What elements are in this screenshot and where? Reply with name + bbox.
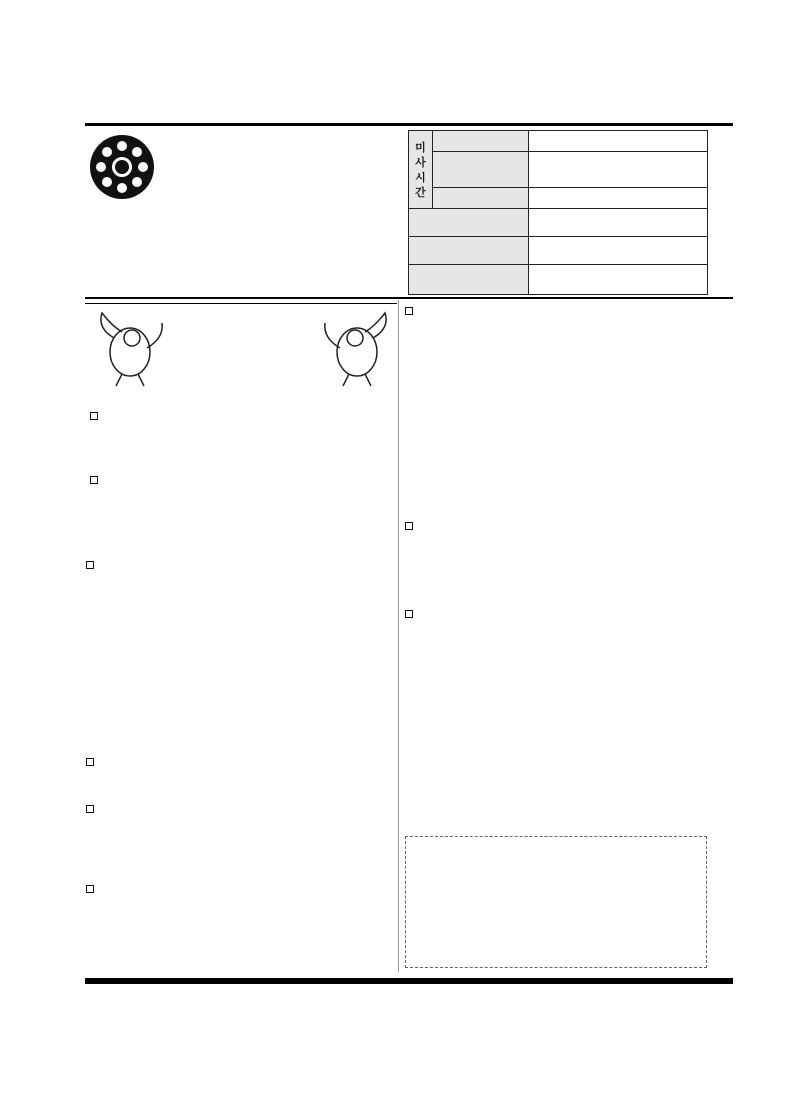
office-closed-label	[409, 265, 529, 295]
parish-logo-icon	[90, 135, 154, 199]
adoration-title	[86, 882, 376, 900]
newfamily-title	[405, 305, 417, 319]
section-rule-thin	[85, 303, 397, 304]
group-section	[86, 756, 98, 774]
checkbox-icon	[90, 412, 98, 420]
mass-value-weekday1	[529, 152, 708, 170]
sacrament-value	[529, 237, 708, 265]
mass-value-sunday	[529, 131, 708, 152]
checkbox-icon	[405, 522, 413, 530]
mass-side-label: 미 사 시 간	[409, 131, 433, 209]
adoration-section	[86, 882, 376, 902]
checkbox-icon	[405, 610, 413, 618]
finance-title	[405, 520, 417, 534]
reading-title	[90, 474, 102, 488]
mass-value-saturday	[529, 188, 708, 209]
checkbox-icon	[86, 885, 94, 893]
communion-label	[409, 209, 529, 237]
newfamily-table	[406, 320, 706, 340]
angel-right-icon	[315, 308, 395, 388]
footer-rule	[85, 978, 733, 984]
community-title	[86, 802, 98, 819]
easter-section	[90, 410, 150, 428]
finance-table	[406, 535, 706, 567]
checkbox-icon	[90, 476, 98, 484]
issue-header	[90, 103, 728, 125]
mass-schedule-table	[408, 130, 708, 295]
pope-banner	[150, 326, 340, 330]
header-rule	[85, 123, 733, 126]
mass-label-saturday	[433, 188, 529, 209]
mass-value-weekday2	[529, 170, 708, 188]
offering-section	[405, 608, 705, 624]
checkbox-icon	[86, 758, 94, 766]
section-rule	[85, 297, 733, 299]
communion-value	[529, 209, 708, 237]
community-section	[86, 802, 98, 821]
angel-left-icon	[92, 308, 172, 388]
sacrament-label	[409, 237, 529, 265]
office-closed-value	[529, 265, 708, 295]
bank-box	[405, 836, 707, 968]
easter-title	[90, 410, 150, 424]
rosary-section	[86, 558, 382, 582]
checkbox-icon	[405, 307, 413, 315]
group-title	[86, 756, 98, 770]
mass-label-weekday	[433, 152, 529, 188]
rosary-title	[86, 558, 382, 576]
offering-title	[405, 608, 705, 622]
mass-label-sunday	[433, 131, 529, 152]
checkbox-icon	[86, 805, 94, 813]
column-divider	[398, 300, 399, 972]
checkbox-icon	[86, 561, 94, 569]
